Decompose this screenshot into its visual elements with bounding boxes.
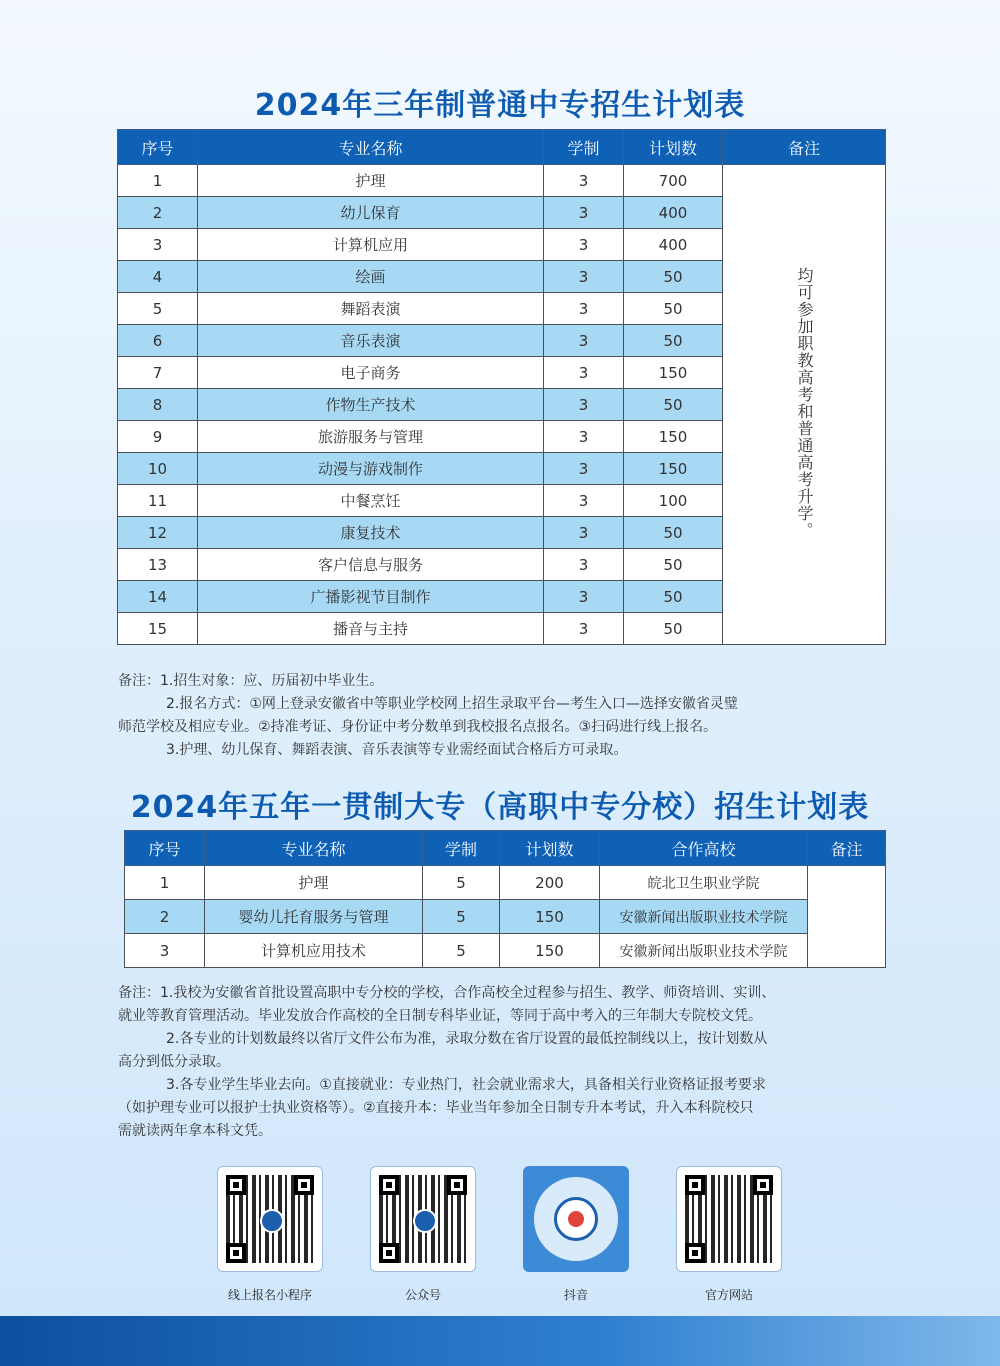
cell-major: 护理: [198, 165, 544, 197]
note-line: 备注：1.招生对象：应、历届初中毕业生。: [118, 673, 384, 689]
cell-plan: 50: [624, 549, 723, 581]
qr-code-icon: [676, 1166, 782, 1272]
note-line: 3.护理、幼儿保育、舞蹈表演、音乐表演等专业需经面试合格后方可录取。: [166, 742, 628, 758]
table-row: [125, 934, 886, 968]
cell-plan: 200: [500, 866, 600, 900]
cell-duration: 3: [544, 581, 624, 613]
cell-major: 计算机应用: [198, 229, 544, 261]
cell-major: 婴幼儿托育服务与管理: [205, 900, 423, 934]
note-line: 需就读两年拿本科文凭。: [118, 1123, 272, 1139]
cell-major: 计算机应用技术: [205, 934, 423, 968]
cell-partner-school: 安徽新闻出版职业技术学院: [600, 900, 808, 934]
header-plan: 计划数: [624, 130, 723, 165]
notes-section-1: [118, 670, 898, 762]
note-line: 3.各专业学生毕业去向。①直接就业：专业热门，社会就业需求大，具备相关行业资格证报考要求: [166, 1077, 766, 1093]
qr-label: 官方网站: [704, 1288, 753, 1302]
cell-remark: [808, 866, 886, 968]
note-line: 2.各专业的计划数最终以省厅文件公布为准，录取分数在省厅设置的最低控制线以上，按计划数从: [166, 1031, 768, 1047]
cell-duration: 5: [423, 934, 500, 968]
cell-major: 旅游服务与管理: [198, 421, 544, 453]
cell-major: 幼儿保育: [198, 197, 544, 229]
qr-official-website[interactable]: [676, 1166, 782, 1303]
cell-duration: 3: [544, 389, 624, 421]
cell-remark: [723, 165, 886, 645]
note-line: 就业等教育管理活动。毕业发放合作高校的全日制专科毕业证，等同于高中考入的三年制大专院校文凭。: [118, 1008, 762, 1024]
cell-index: 3: [118, 229, 198, 261]
note-line: 高分到低分录取。: [118, 1054, 230, 1070]
cell-plan: 50: [624, 581, 723, 613]
cell-plan: 150: [500, 934, 600, 968]
header-partner-school: 合作高校: [600, 831, 808, 866]
cell-duration: 3: [544, 229, 624, 261]
qr-label: 抖音: [563, 1288, 588, 1302]
header-index: 序号: [118, 130, 198, 165]
table1-title: 2024年三年制普通中专招生计划表: [254, 88, 746, 123]
header-major: 专业名称: [205, 831, 423, 866]
cell-plan: 400: [624, 229, 723, 261]
qr-code-icon: [217, 1166, 323, 1272]
header-index: 序号: [125, 831, 205, 866]
cell-major: 广播影视节目制作: [198, 581, 544, 613]
cell-duration: 3: [544, 453, 624, 485]
cell-index: 6: [118, 325, 198, 357]
table-header-row: [118, 130, 886, 165]
header-remark: 备注: [808, 831, 886, 866]
note-line: 2.报名方式：①网上登录安徽省中等职业学校网上招生录取平台—考生入口—选择安徽省灵璧: [166, 696, 738, 712]
qr-douyin[interactable]: [523, 1166, 629, 1303]
cell-index: 9: [118, 421, 198, 453]
cell-major: 绘画: [198, 261, 544, 293]
qr-code-icon: [370, 1166, 476, 1272]
cell-major: 动漫与游戏制作: [198, 453, 544, 485]
table-row: [125, 866, 886, 900]
cell-major: 舞蹈表演: [198, 293, 544, 325]
cell-plan: 100: [624, 485, 723, 517]
cell-index: 10: [118, 453, 198, 485]
cell-index: 1: [118, 165, 198, 197]
cell-plan: 50: [624, 325, 723, 357]
table-row: [118, 165, 886, 197]
cell-plan: 50: [624, 517, 723, 549]
cell-major: 音乐表演: [198, 325, 544, 357]
qr-official-account[interactable]: [370, 1166, 476, 1303]
cell-duration: 3: [544, 357, 624, 389]
cell-duration: 3: [544, 517, 624, 549]
five-year-plan-table: [124, 830, 886, 968]
header-remark: 备注: [723, 130, 886, 165]
cell-index: 3: [125, 934, 205, 968]
header-plan: 计划数: [500, 831, 600, 866]
cell-major: 电子商务: [198, 357, 544, 389]
cell-duration: 3: [544, 293, 624, 325]
cell-plan: 400: [624, 197, 723, 229]
cell-plan: 150: [624, 453, 723, 485]
cell-duration: 5: [423, 866, 500, 900]
qr-label: 公众号: [404, 1288, 441, 1302]
cell-index: 5: [118, 293, 198, 325]
three-year-plan-table: [117, 129, 886, 645]
cell-index: 4: [118, 261, 198, 293]
remark-text: 均可参加职教高考和普通高考升学。: [795, 266, 814, 539]
header-major: 专业名称: [198, 130, 544, 165]
cell-duration: 3: [544, 613, 624, 645]
cell-duration: 5: [423, 900, 500, 934]
cell-major: 康复技术: [198, 517, 544, 549]
cell-index: 13: [118, 549, 198, 581]
cell-duration: 3: [544, 549, 624, 581]
cell-major: 中餐烹饪: [198, 485, 544, 517]
note-line: 备注：1.我校为安徽省首批设置高职中专分校的学校，合作高校全过程参与招生、教学、师资培训、实训、: [118, 985, 776, 1001]
note-line: （如护理专业可以报护士执业资格等）。②直接升本：毕业当年参加全日制专升本考试，升入本科院校只: [118, 1100, 754, 1116]
cell-plan: 150: [624, 357, 723, 389]
cell-index: 15: [118, 613, 198, 645]
table-header-row: [125, 831, 886, 866]
cell-partner-school: 安徽新闻出版职业技术学院: [600, 934, 808, 968]
cell-index: 7: [118, 357, 198, 389]
cell-major: 作物生产技术: [198, 389, 544, 421]
header-duration: 学制: [544, 130, 624, 165]
bottom-banner: [0, 1316, 1000, 1366]
cell-index: 1: [125, 866, 205, 900]
qr-label: 线上报名小程序: [227, 1288, 312, 1302]
cell-plan: 700: [624, 165, 723, 197]
header-duration: 学制: [423, 831, 500, 866]
cell-duration: 3: [544, 421, 624, 453]
note-line: 师范学校及相应专业。②持准考证、身份证中考分数单到我校报名点报名。③扫码进行线上报名。: [118, 719, 718, 735]
cell-partner-school: 皖北卫生职业学院: [600, 866, 808, 900]
cell-duration: 3: [544, 197, 624, 229]
cell-index: 2: [125, 900, 205, 934]
cell-index: 14: [118, 581, 198, 613]
cell-major: 播音与主持: [198, 613, 544, 645]
cell-major: 客户信息与服务: [198, 549, 544, 581]
cell-duration: 3: [544, 261, 624, 293]
table2-title: 2024年五年一贯制大专（高职中专分校）招生计划表: [130, 790, 870, 825]
cell-index: 2: [118, 197, 198, 229]
cell-plan: 150: [500, 900, 600, 934]
cell-plan: 50: [624, 613, 723, 645]
cell-index: 11: [118, 485, 198, 517]
douyin-code-icon: [523, 1166, 629, 1272]
cell-plan: 50: [624, 389, 723, 421]
cell-duration: 3: [544, 485, 624, 517]
qr-mini-program[interactable]: [217, 1166, 323, 1303]
cell-plan: 50: [624, 261, 723, 293]
cell-plan: 150: [624, 421, 723, 453]
cell-plan: 50: [624, 293, 723, 325]
notes-section-2: [118, 982, 898, 1143]
cell-duration: 3: [544, 165, 624, 197]
cell-duration: 3: [544, 325, 624, 357]
cell-index: 12: [118, 517, 198, 549]
cell-index: 8: [118, 389, 198, 421]
cell-major: 护理: [205, 866, 423, 900]
table-row: [125, 900, 886, 934]
